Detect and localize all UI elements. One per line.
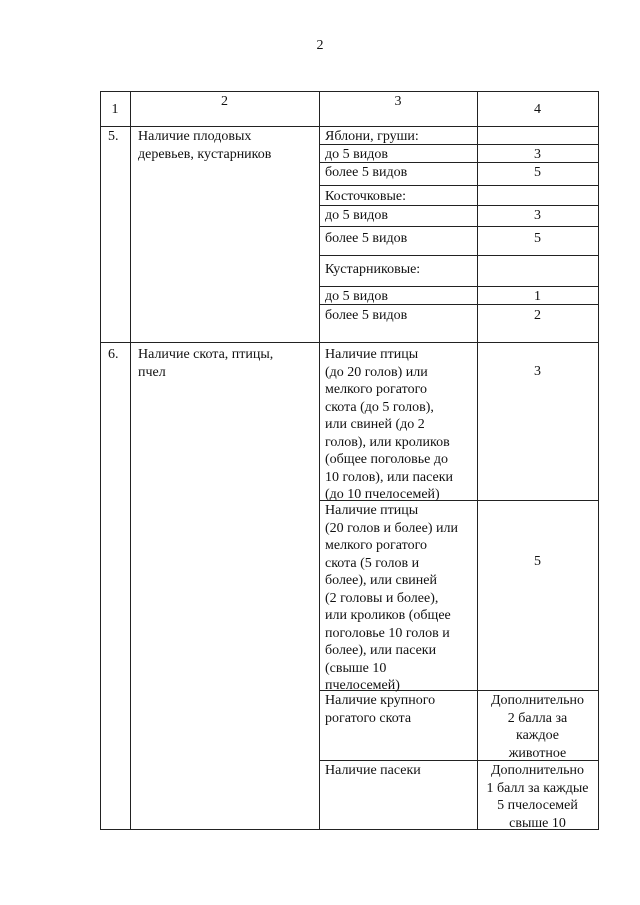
row-6-score: 5	[534, 554, 541, 569]
header-col-1: 1	[111, 102, 119, 117]
row-6-score: Дополнительно 1 балл за каждые 5 пчелосемей свыше 10	[486, 763, 589, 831]
column-divider-2	[319, 91, 320, 830]
row-6-score: 3	[534, 364, 541, 379]
row-5-item: Яблони, груши:	[325, 129, 419, 144]
row-5-item: до 5 видов	[325, 289, 388, 304]
row-6-item: Наличие крупного рогатого скота	[325, 693, 436, 726]
header-col-3: 3	[394, 94, 402, 109]
subrow-divider	[319, 185, 599, 186]
row-5-score: 3	[534, 208, 541, 223]
row-5-item: более 5 видов	[325, 308, 408, 323]
subrow-divider	[319, 255, 599, 256]
row-5-item: Кустарниковые:	[325, 262, 421, 277]
row-5-score: 1	[534, 289, 541, 304]
column-divider-1	[130, 91, 131, 830]
row-6-item: Наличие пасеки	[325, 763, 421, 778]
subrow-divider	[319, 286, 599, 287]
row-6-item: Наличие птицы (20 голов и более) или мелкого рогатого скота (5 голов и более), или свиней (2 головы и более), или кроликов (общее поголовье 10 голов и более), или пасеки (свыше 10 пчелосемей)	[325, 503, 458, 693]
header-col-4: 4	[534, 102, 541, 117]
row-5-item: до 5 видов	[325, 147, 388, 162]
row-5-item: более 5 видов	[325, 231, 408, 246]
row-5-score: 2	[534, 308, 541, 323]
row-5-number: 5.	[108, 129, 119, 144]
row-5-item: Косточковые:	[325, 189, 407, 204]
row-6-score: Дополнительно 2 балла за каждое животное	[490, 693, 585, 761]
row-6-criterion: Наличие скота, птицы, пчел	[138, 347, 274, 380]
row-5-item: до 5 видов	[325, 208, 388, 223]
row-5-item: более 5 видов	[325, 165, 408, 180]
subrow-divider	[319, 226, 599, 227]
row-5-score: 5	[534, 231, 541, 246]
table-border-top	[100, 91, 599, 92]
row-6-number: 6.	[108, 347, 119, 362]
row-5-criterion: Наличие плодовых деревьев, кустарников	[138, 129, 272, 162]
row-5-score: 3	[534, 147, 541, 162]
table-border-left	[100, 91, 101, 830]
row-5-score: 5	[534, 165, 541, 180]
header-col-2: 2	[221, 94, 228, 109]
header-divider	[100, 126, 599, 127]
row-6-item: Наличие птицы (до 20 голов) или мелкого рогатого скота (до 5 голов), или свиней (до 2 голов), или кроликов (общее поголовье до 10 голов), или пасеки (до 10 пчелосемей)	[325, 347, 454, 502]
table-border-right	[598, 91, 599, 830]
page-number: 2	[316, 38, 324, 53]
row-divider	[100, 342, 599, 343]
